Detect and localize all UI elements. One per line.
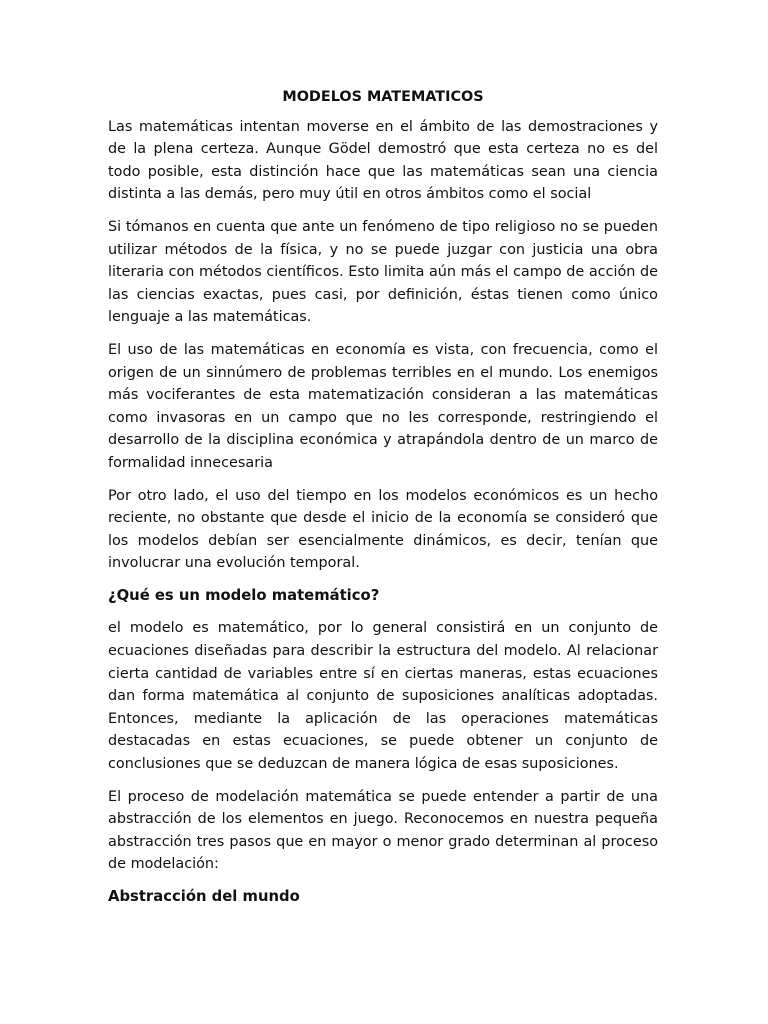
paragraph-3: El uso de las matemáticas en economía es vista, con frecuencia, como el origen de un sinnúmero de problemas terribles en el mundo. Los enemigos más vociferantes de esta matematización consideran a las matemáticas como invasoras en un campo que no les corresponde, restringiendo el desarrollo de la disciplina económica y atrapándola dentro de un marco de formalidad innecesaria [108,341,658,471]
paragraph-4: Por otro lado, el uso del tiempo en los modelos económicos es un hecho reciente, no obstante que desde el inicio de la economía se consideró que los modelos debían ser esencialmente dinámicos, es decir, tenían que involucrar una evolución temporal. [108,487,658,572]
paragraph-5: el modelo es matemático, por lo general consistirá en un conjunto de ecuaciones diseñadas para describir la estructura del modelo. Al relacionar cierta cantidad de variables entre sí en ciertas maneras, estas ecuaciones dan forma matemática al conjunto de suposiciones analíticas adoptadas. Entonces, mediante la aplicación de las operaciones matemáticas destacadas en estas ecuaciones, se puede obtener un conjunto de conclusiones que se deduzcan de manera lógica de esas suposiciones. [108,620,658,773]
section-heading-abstraction: Abstracción del mundo [108,888,300,905]
paragraph-1: Las matemáticas intentan moverse en el ámbito de las demostraciones y de la plena certeza. Aunque Gödel demostró que esta certeza no es del todo posible, esta distinción hace que las matemáticas sean una ciencia distinta a las demás, pero muy útil en otros ámbitos como el social [108,118,658,203]
section-heading-model: ¿Qué es un modelo matemático? [108,586,380,604]
document-title: MODELOS MATEMATICOS [282,89,484,105]
paragraph-6: El proceso de modelación matemática se puede entender a partir de una abstracción de los elementos en juego. Reconocemos en nuestra pequeña abstracción tres pasos que en mayor o menor grado determinan al proceso de modelación: [108,788,658,873]
paragraph-2: Si tómanos en cuenta que ante un fenómeno de tipo religioso no se pueden utilizar métodos de la física, y no se puede juzgar con justicia una obra literaria con métodos científicos. Esto limita aún más el campo de acción de las ciencias exactas, pues casi, por definición, éstas tienen como único lenguaje a las matemáticas. [108,218,658,326]
document-body [108,86,658,919]
